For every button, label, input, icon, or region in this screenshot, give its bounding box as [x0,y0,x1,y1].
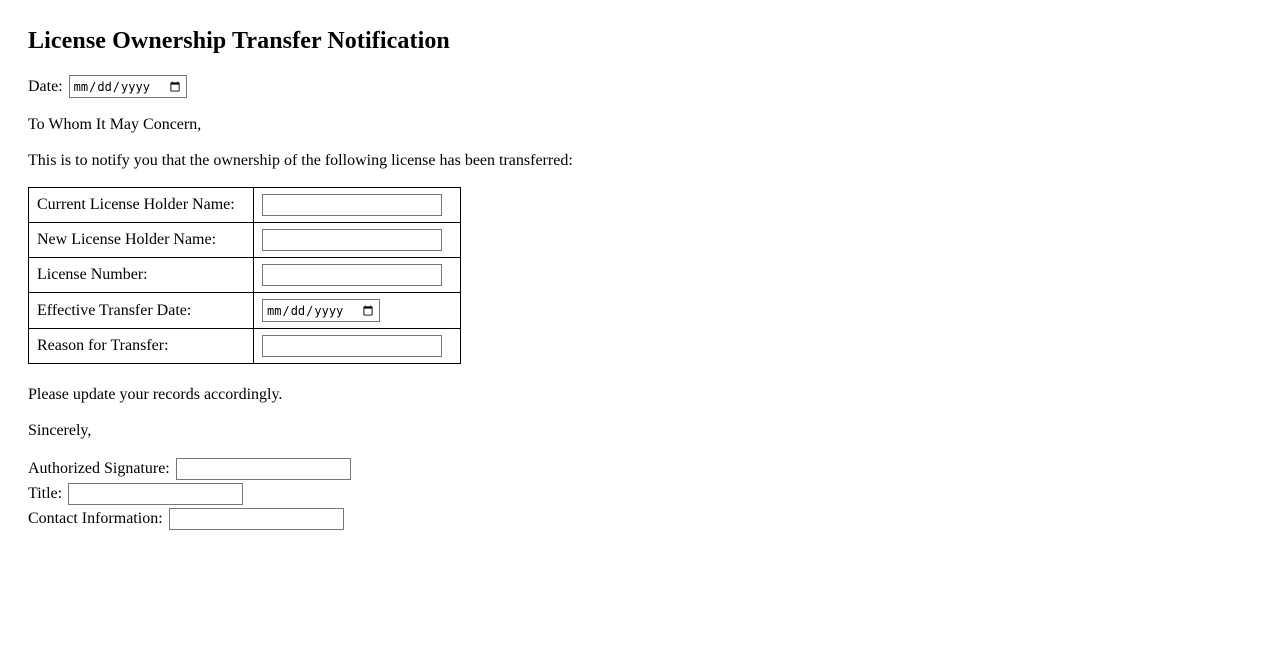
contact-information-label: Contact Information: [28,510,163,528]
row-value-cell [254,329,461,364]
license-details-table [28,187,461,364]
contact-information-input[interactable] [169,508,344,530]
row-value-cell [254,223,461,258]
license-number-input[interactable] [262,264,442,286]
table-row [29,329,461,364]
current-license-holder-name-input[interactable] [262,194,442,216]
salutation: To Whom It May Concern, [28,116,202,133]
row-label: License Number: [29,258,254,293]
row-value-cell [254,293,461,329]
title-label: Title: [28,485,63,503]
page-title: License Ownership Transfer Notification [28,28,450,54]
authorized-signature-row [28,458,1250,480]
title-input[interactable] [68,483,243,505]
table-row [29,293,461,329]
date-label: Date: [28,77,63,95]
row-label: Reason for Transfer: [29,329,254,364]
row-label: Current License Holder Name: [29,188,254,223]
closing-note: Please update your records accordingly. [28,386,283,404]
row-value-cell [254,188,461,223]
intro-text: This is to notify you that the ownership of the following license has been transferred: [28,151,573,169]
date-input[interactable] [69,75,187,98]
table-row [29,258,461,293]
row-label: Effective Transfer Date: [29,293,254,329]
date-row [28,75,1250,98]
table-row [29,188,461,223]
authorized-signature-input[interactable] [176,458,351,480]
signature-block [28,458,1250,530]
title-row [28,483,1250,505]
sign-off: Sincerely, [28,422,92,440]
new-license-holder-name-input[interactable] [262,229,442,251]
row-value-cell [254,258,461,293]
effective-transfer-date-input[interactable] [262,299,380,322]
reason-for-transfer-input[interactable] [262,335,442,357]
authorized-signature-label: Authorized Signature: [28,460,170,478]
table-row [29,223,461,258]
contact-information-row [28,508,1250,530]
row-label: New License Holder Name: [29,223,254,258]
